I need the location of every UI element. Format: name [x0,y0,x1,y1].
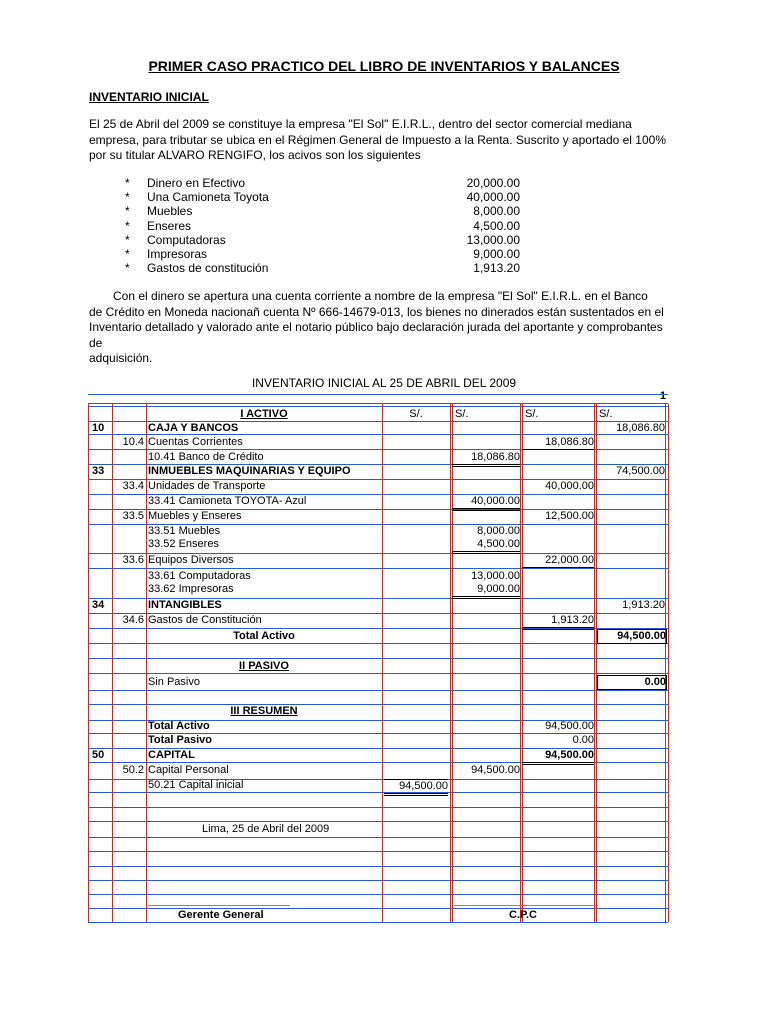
grid-line [88,394,668,395]
account-name: 33.61 Computadoras [148,570,251,582]
account-amount: 12,500.00 [545,510,594,522]
account-total: 74,500.00 [616,465,665,477]
grid-line [88,866,668,867]
column-line [382,404,383,922]
account-amount: 18,086.80 [522,436,594,450]
intro-line: por su titular ALVARO RENGIFO, los acivos son los siguientes [89,148,421,162]
account-amount: 40,000.00 [545,480,594,492]
summary-label: Total Pasivo [148,734,212,746]
grid-line [88,406,668,407]
account-amount: 1,913.20 [522,614,594,630]
intro-line: El 25 de Abril del 2009 se constituye la empresa "El Sol" E.I.R.L., dentro del sector comercial mediana [89,117,632,131]
column-line [668,404,669,922]
total-pasivo-amount: 0.00 [597,675,667,690]
account-name: Capital Personal [148,764,229,776]
column-line [596,404,597,922]
account-name: Muebles y Enseres [148,510,242,522]
column-line [88,404,89,922]
currency-header: S/. [409,408,423,420]
closing-line: de Crédito en Moneda nacionañ cuenta Nº 666-14679-013, los bienes no dinerados están sustentados en el [89,304,664,319]
total-activo-label: Total Activo [233,630,295,642]
account-name: CAJA Y BANCOS [148,422,239,434]
total-activo-amount: 94,500.00 [597,629,667,644]
account-code: 33 [92,465,105,477]
account-name: INMUEBLES MAQUINARIAS Y EQUIPO [148,465,351,477]
section-header-activo: I ACTIVO [240,408,288,420]
account-amount: 9,000.00 [452,583,520,599]
account-code: 34 [92,599,105,611]
account-amount: 13,000.00 [471,570,520,582]
account-name: 33.52 Enseres [148,538,219,550]
account-amount: 4,500.00 [452,538,520,554]
account-total: 18,086.80 [616,422,665,434]
grid-line [88,851,668,852]
summary-amount: 0.00 [572,734,594,746]
signature-line [148,905,290,906]
account-name: Gastos de Constitución [148,614,262,626]
account-code: 10.4 [122,436,144,448]
document-title: PRIMER CASO PRACTICO DEL LIBRO DE INVENTARIOS Y BALANCES [148,58,620,74]
page-number: 1 [659,390,666,402]
intro-paragraph [89,117,679,164]
signature-cpc: C.P.C [509,909,537,921]
account-name: 10.41 Banco de Crédito [148,451,264,463]
column-line [452,404,453,922]
account-name: Equipos Diversos [148,554,234,566]
account-code: 10 [92,422,105,434]
column-line [520,404,521,922]
account-name: 50.21 Capital inicial [148,779,244,791]
account-name: Cuentas Corrientes [148,436,243,448]
place-date: Lima, 25 de Abril del 2009 [202,823,330,835]
account-amount: 94,500.00 [471,764,520,776]
grid-line [88,837,668,838]
grid-line [88,643,668,644]
account-amount: 22,000.00 [522,554,594,568]
section-header-resumen: III RESUMEN [230,705,298,717]
account-name: 33.51 Muebles [148,525,221,537]
grid-line [88,690,668,691]
currency-header: S/. [455,408,469,420]
closing-line: adquisición. [89,351,153,365]
account-name: INTANGIBLES [148,599,222,611]
account-code: 33.5 [122,510,144,522]
account-amount: 40,000.00 [452,495,520,511]
grid-line [88,673,668,674]
intro-line: empresa, para tributar se ubica en el Régimen General de Impuesto a la Renta. Suscrito y aportado el 100% [89,132,666,147]
account-code: 33.4 [122,480,144,492]
capital-amount: 94,500.00 [522,749,594,765]
currency-header: S/. [525,408,539,420]
table-title: INVENTARIO INICIAL AL 25 DE ABRIL DEL 2009 [251,376,517,390]
grid-line [88,568,668,569]
column-line [665,404,666,922]
grid-line [88,403,668,404]
grid-line [88,880,668,881]
account-amount: 94,500.00 [384,779,448,796]
grid-line [88,894,668,895]
account-name: Sin Pasivo [148,676,200,688]
account-code: 50 [92,749,105,761]
account-name: 33.41 Camioneta TOYOTA- Azul [148,495,307,507]
account-name: 33.62 Impresoras [148,583,234,595]
section-subtitle: INVENTARIO INICIAL [89,90,209,104]
account-code: 50.2 [122,764,144,776]
closing-line: Con el dinero se apertura una cuenta corriente a nombre de la empresa "El Sol" E.I.R.L. en el Banco [113,289,648,303]
summary-amount: 94,500.00 [545,720,594,732]
closing-paragraph [89,289,679,367]
section-header-pasivo: II PASIVO [239,660,289,672]
summary-label: Total Activo [148,720,210,732]
currency-header: S/. [599,408,613,420]
column-line [594,404,595,922]
signature-gerente: Gerente General [178,909,264,921]
grid-line [88,821,668,822]
account-amount: 18,086.80 [452,451,520,467]
grid-line [88,807,668,808]
account-name: Unidades de Transporte [148,480,266,492]
grid-line [88,658,668,659]
account-amount: 8,000.00 [477,525,520,537]
account-code: 33.6 [122,554,144,566]
account-name: CAPITAL [148,749,195,761]
grid-line [88,792,668,793]
inventory-ledger [88,394,668,926]
closing-line: Inventario detallado y valorado ante el notario público bajo declaración jurada del aportante y comprobantes de [89,320,663,350]
signature-line [454,905,596,906]
account-code: 34.6 [122,614,144,626]
account-total: 1,913.20 [622,599,665,611]
column-line [450,404,451,922]
grid-line [88,922,668,923]
